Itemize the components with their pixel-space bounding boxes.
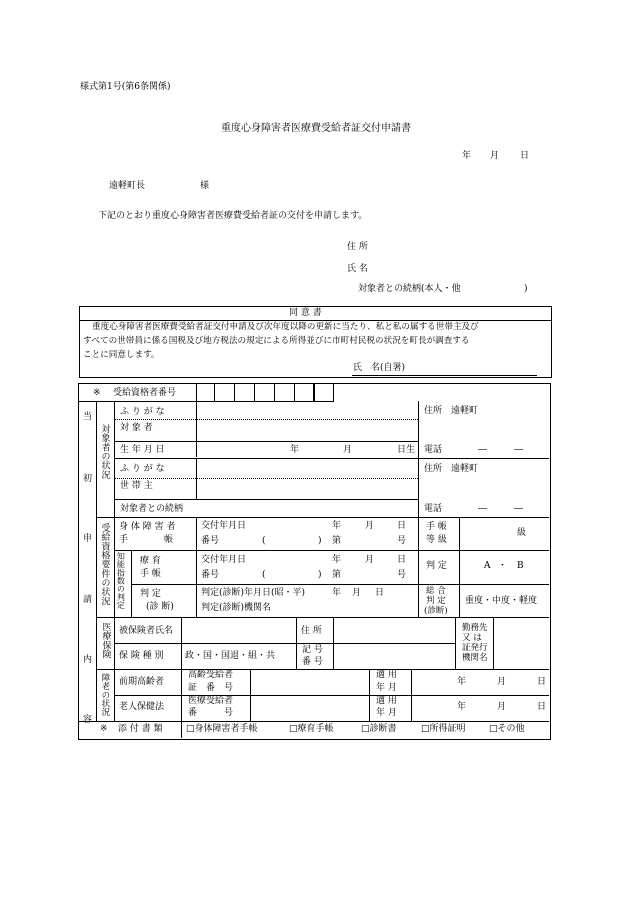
medical-cert-label-1: 医療受給者: [188, 696, 234, 706]
employer-value-border: [493, 617, 494, 669]
judgment-date-label: 判定(診断)年月日(昭・平): [201, 588, 306, 598]
ryouiku-issue-day: 日: [397, 555, 407, 565]
consent-title: 同 意 書: [289, 308, 322, 318]
elderly-section-top: [97, 669, 549, 670]
physical-dai: 第: [332, 536, 342, 546]
employer-label-3: 証発行: [462, 643, 488, 653]
physical-issue-year: 年: [332, 521, 342, 531]
judgment-label-2: (診 断): [146, 602, 174, 612]
applicant-name-label: 氏 名: [347, 264, 368, 274]
ryouiku-grade-dot: ・: [498, 561, 508, 571]
relation-label: 対象者との続柄: [120, 504, 184, 514]
attachment-physical-techo[interactable]: □身体障害者手帳: [186, 724, 258, 734]
health-apply-label-2: 年 月: [376, 708, 397, 718]
attachment-diagnosis[interactable]: □診断書: [361, 724, 397, 734]
overall-judgment-2: 判 定: [426, 596, 446, 606]
address-column-border: [418, 401, 419, 517]
subject-address-label: 住所 遠軽町: [424, 406, 479, 416]
cert-number-cell-border: [214, 384, 215, 401]
subject-name-label: 対 象 者: [120, 423, 153, 433]
householder-phone-dash-1: ―: [478, 504, 487, 514]
recipient-honorific: 様: [200, 181, 210, 191]
form-title: 重度心身障害者医療費受給者証交付申請書: [221, 123, 411, 134]
judgment-org-label: 判定(診断)機関名: [201, 603, 272, 613]
insurance-row-divider: [115, 643, 455, 644]
eligibility-border: [114, 517, 115, 617]
birthdate-label: 生 年 月 日: [120, 445, 165, 455]
physical-gou: 号: [397, 536, 407, 546]
eligibility-section-top: [97, 517, 549, 518]
householder-address-label: 住所 遠軽町: [424, 464, 479, 474]
elderly-side-label: 障老の状況: [99, 673, 110, 717]
physical-row-divider: [115, 550, 549, 551]
side-label-6: 容: [83, 715, 93, 725]
techo-grade-label-2: 等 級: [426, 535, 447, 545]
consent-text-3: ことに同意します。: [83, 350, 160, 360]
physical-techo-label-2: 手 帳: [119, 535, 174, 545]
date-month-label: 月: [490, 151, 500, 161]
applicant-relation-label: 対象者との続柄(本人・他: [358, 284, 461, 294]
eligibility-grade-border: [418, 517, 419, 617]
birth-day-label: 日生: [397, 445, 416, 455]
ryouiku-issue-date-label: 交付年月日: [201, 555, 247, 565]
insured-name-label: 被保険者氏名: [119, 626, 174, 636]
birth-month-label: 月: [343, 445, 353, 455]
side-column-border: [96, 401, 97, 721]
judgment-day: 日: [375, 588, 385, 598]
early-apply-year: 年: [457, 677, 467, 687]
applicant-relation-close: ): [524, 284, 528, 294]
cert-number-label: 受給資格者番号: [113, 388, 177, 398]
eligibility-label-border: [196, 517, 197, 617]
attachment-ryouiku-techo[interactable]: □療育手帳: [289, 724, 334, 734]
early-apply-label-2: 年 月: [376, 683, 397, 693]
cert-number-cell-border: [294, 384, 295, 401]
attachments-mark: ※: [100, 724, 108, 734]
insurance-section-top: [97, 617, 549, 618]
insurance-type-label: 保 険 種 別: [119, 651, 164, 661]
date-year-label: 年: [462, 151, 472, 161]
ryouiku-number-label: 番号: [201, 570, 220, 580]
ryouiku-issue-year: 年: [332, 555, 342, 565]
early-elderly-label: 前期高齢者: [119, 677, 165, 687]
furigana-divider: [115, 419, 418, 420]
ryouiku-paren-close: ): [318, 570, 322, 580]
consent-text-2: すべての世帯員に係る国税及び地方税法の規定による所得並びに市町村民税の状況を町長が調査する: [83, 336, 470, 346]
subject-phone-label: 電話: [424, 445, 443, 455]
signature-line[interactable]: [352, 375, 537, 376]
cert-number-cell-border: [274, 384, 275, 401]
judgment-year: 年: [332, 588, 342, 598]
date-day-label: 日: [520, 151, 530, 161]
householder-furigana-label: ふ り が な: [120, 464, 165, 474]
cert-number-cell-border: [313, 384, 315, 401]
birth-year-label: 年: [290, 445, 300, 455]
householder-phone-label: 電話: [424, 504, 443, 514]
ryouiku-hantei-label: 判 定: [426, 561, 447, 571]
ryouiku-paren-open: (: [262, 570, 266, 580]
householder-phone-dash-2: ―: [514, 504, 523, 514]
ryouiku-grade-a: A: [484, 561, 491, 571]
furigana-label: ふ り が な: [120, 407, 165, 417]
consent-signature-label: 氏 名(自署): [353, 363, 406, 373]
attachment-other[interactable]: □その他: [489, 724, 525, 734]
attachment-income-proof[interactable]: □所得証明: [421, 724, 466, 734]
householder-row-divider: [115, 499, 418, 500]
judgment-month: 月: [352, 588, 362, 598]
subject-phone-dash-1: ―: [478, 445, 487, 455]
eligibility-status-label: 受給資格要件の状況: [99, 523, 110, 606]
cert-number-cell-border: [333, 384, 334, 401]
consent-divider: [80, 320, 551, 321]
subject-label-border: [196, 401, 197, 457]
subject-row-divider: [115, 441, 418, 442]
householder-furigana-divider: [115, 478, 418, 479]
consent-text-1: 重度心身障害者医療費受給者証交付申請及び次年度以降の更新に当たり、私と私の属する世帯主及び: [92, 322, 479, 332]
subject-phone-dash-2: ―: [514, 445, 523, 455]
householder-label: 世 帯 主: [120, 481, 153, 491]
cert-number-cell-border: [254, 384, 255, 401]
severity-options: 重度・中度・軽度: [465, 596, 538, 606]
kigo-label-1: 記 号: [302, 645, 323, 655]
cert-number-cell-border: [196, 384, 197, 401]
employer-label-border: [455, 617, 456, 669]
early-apply-month: 月: [497, 677, 507, 687]
insurance-side-label: 医療保険: [100, 622, 111, 659]
physical-issue-date-label: 交付年月日: [201, 521, 247, 531]
subject-section-divider: [115, 458, 549, 459]
applicant-address-label: 住 所: [347, 242, 368, 252]
ryouiku-grade-b: B: [517, 561, 524, 571]
ryouiku-label-2: 手 帳: [140, 569, 161, 579]
elderly-row-divider: [115, 695, 549, 696]
techo-grade-kyu: 級: [517, 528, 527, 538]
kigo-label-2: 番 号: [302, 657, 323, 667]
health-apply-day: 日: [537, 702, 547, 712]
health-apply-year: 年: [457, 702, 467, 712]
form-number: 様式第1号(第6条関係): [80, 82, 171, 92]
side-label-1: 当: [83, 412, 93, 422]
elderly-health-label: 老人保健法: [119, 702, 165, 712]
intellectual-side-label: 知能指数の判定: [116, 552, 126, 610]
medical-cert-label-2: 番 号: [188, 708, 234, 718]
ryouiku-row-divider: [132, 584, 549, 585]
judgment-label-1: 判 定: [140, 589, 161, 599]
intro-text: 下記のとおり重度心身障害者医療費受給者証の交付を申請します。: [98, 211, 368, 221]
physical-number-label: 番号: [201, 536, 220, 546]
recipient-name: 遠軽町長: [109, 181, 146, 191]
attachments-label-border: [181, 721, 182, 738]
cert-number-row-bottom: [79, 401, 334, 402]
insurance-type-options: 政・国・国退・組・共: [185, 651, 276, 661]
cert-number-cell-border: [234, 384, 235, 401]
employer-label-4: 機関名: [462, 653, 488, 663]
ryouiku-gou: 号: [397, 570, 407, 580]
overall-judgment-3: (診断): [424, 606, 448, 616]
employer-label-1: 勤務先: [462, 623, 488, 633]
techo-grade-label-1: 手 帳: [426, 522, 447, 532]
ryouiku-label-1: 療 育: [140, 556, 161, 566]
subject-status-label: 対象者の状況: [99, 424, 110, 480]
side-label-3: 申: [83, 534, 93, 544]
early-apply-day: 日: [537, 677, 547, 687]
overall-judgment-1: 総 合: [426, 586, 446, 596]
side-label-5: 内: [83, 655, 93, 665]
ryouiku-dai: 第: [332, 570, 342, 580]
health-apply-month: 月: [497, 702, 507, 712]
physical-issue-day: 日: [397, 521, 407, 531]
health-apply-label-1: 適 用: [376, 696, 397, 706]
physical-paren-close: ): [318, 536, 322, 546]
physical-techo-label-1: 身 体 障 害 者: [119, 522, 176, 532]
insurance-address-label: 住 所: [301, 626, 322, 636]
early-apply-label-1: 適 用: [376, 670, 397, 680]
eligibility-value-border: [459, 517, 460, 617]
ryouiku-issue-month: 月: [365, 555, 375, 565]
attachments-row-top: [79, 721, 549, 722]
side-label-4: 請: [83, 595, 93, 605]
attachments-label: 添 付 書 類: [118, 724, 163, 734]
employer-label-2: 又 は: [462, 633, 482, 643]
side-label-2: 初: [83, 474, 93, 484]
elderly-cert-label-1: 高齢受給者: [188, 670, 234, 680]
elderly-cert-label-2: 証 番 号: [188, 683, 234, 693]
physical-issue-month: 月: [365, 521, 375, 531]
cert-number-mark: ※: [93, 388, 101, 398]
physical-paren-open: (: [262, 536, 266, 546]
